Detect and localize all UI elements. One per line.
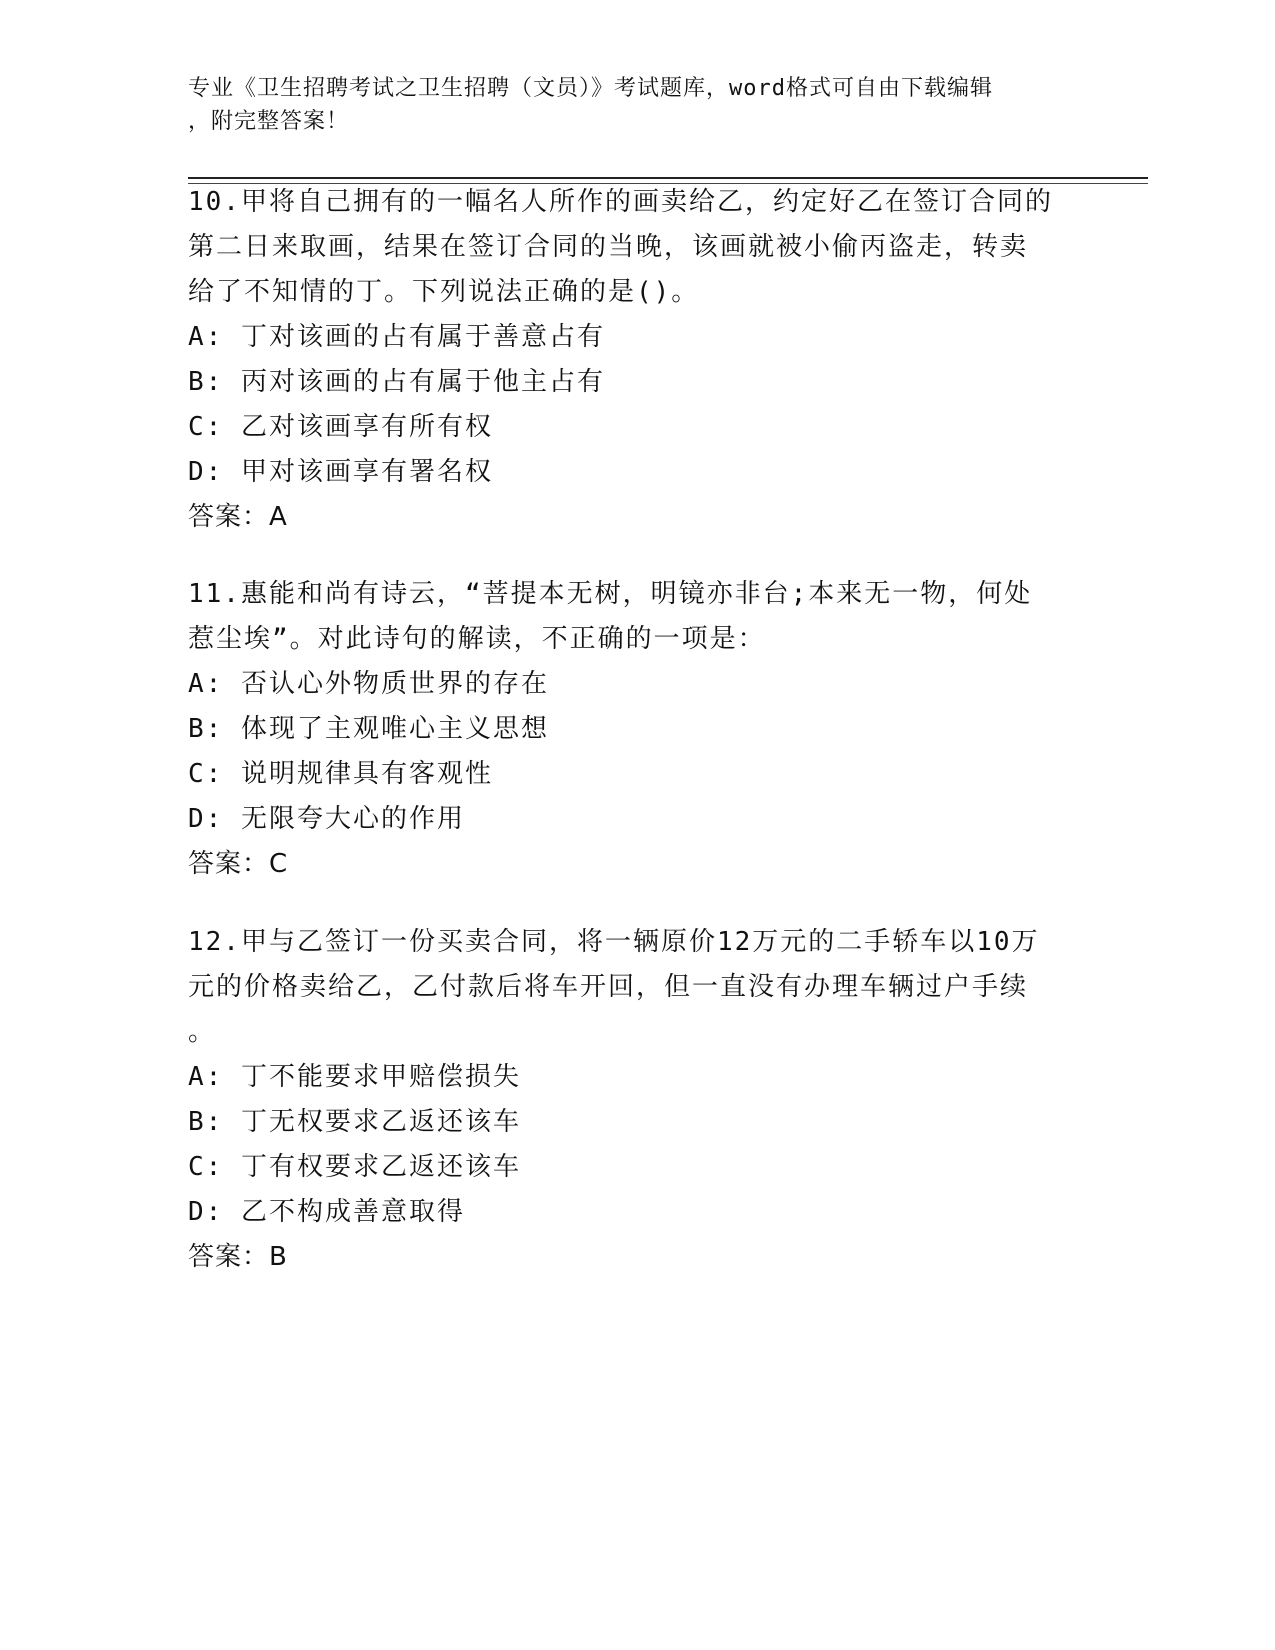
question-stem (188, 572, 1068, 662)
header-line-2: ，附完整答案！ (188, 109, 350, 134)
question-stem (188, 180, 1068, 315)
option-c: C: 说明规律具有客观性 (188, 759, 493, 789)
option-b: B: 丙对该画的占有属于他主占有 (188, 367, 605, 397)
stem-line: 。 (188, 1017, 217, 1047)
header-divider-thick (188, 177, 1148, 179)
stem-line: 第二日来取画，结果在签订合同的当晚，该画就被小偷丙盗走，转卖 (188, 232, 1029, 262)
option-d: D: 无限夸大心的作用 (188, 804, 465, 834)
option-a: A: 丁不能要求甲赔偿损失 (188, 1062, 521, 1092)
option-d: D: 甲对该画享有署名权 (188, 457, 493, 487)
option-b: B: 丁无权要求乙返还该车 (188, 1107, 521, 1137)
stem-line: 10.甲将自己拥有的一幅名人所作的画卖给乙，约定好乙在签订合同的 (188, 187, 1053, 217)
stem-line: 给了不知情的丁。下列说法正确的是()。 (188, 277, 700, 307)
stem-line: 11.惠能和尚有诗云，“菩提本无树，明镜亦非台;本来无一物，何处 (188, 579, 1033, 609)
option-a: A: 丁对该画的占有属于善意占有 (188, 322, 605, 352)
question-10 (188, 180, 1068, 540)
answer: 答案：A (188, 502, 288, 532)
option-b: B: 体现了主观唯心主义思想 (188, 714, 549, 744)
stem-line: 元的价格卖给乙，乙付款后将车开回，但一直没有办理车辆过户手续 (188, 972, 1029, 1002)
document-header (188, 72, 1068, 138)
answer: 答案：B (188, 1242, 288, 1272)
option-c: C: 丁有权要求乙返还该车 (188, 1152, 521, 1182)
option-c: C: 乙对该画享有所有权 (188, 412, 493, 442)
option-d: D: 乙不构成善意取得 (188, 1197, 465, 1227)
stem-line: 12.甲与乙签订一份买卖合同，将一辆原价12万元的二手轿车以10万 (188, 927, 1040, 957)
option-a: A: 否认心外物质世界的存在 (188, 669, 549, 699)
question-11 (188, 572, 1068, 887)
header-line-1: 专业《卫生招聘考试之卫生招聘（文员）》考试题库，word格式可自由下载编辑 (188, 76, 993, 101)
stem-line: 惹尘埃”。对此诗句的解读，不正确的一项是： (188, 624, 766, 654)
question-stem (188, 920, 1068, 1055)
answer: 答案：C (188, 849, 289, 879)
question-12 (188, 920, 1068, 1280)
